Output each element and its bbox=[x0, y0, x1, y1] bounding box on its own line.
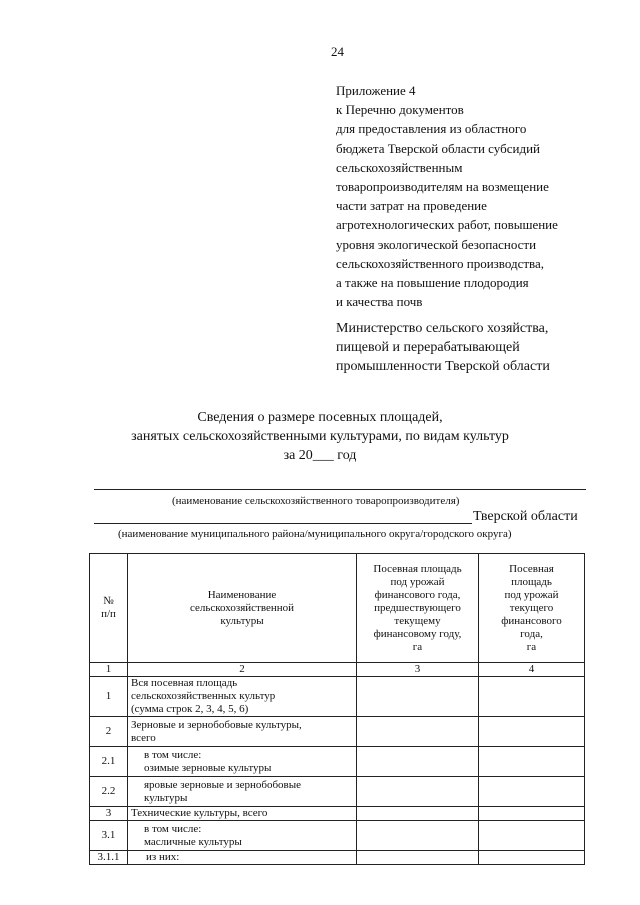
appendix-line: товаропроизводителям на возмещение bbox=[336, 179, 549, 195]
title-line: Сведения о размере посевных площадей, bbox=[197, 410, 443, 425]
previous-year-area-cell[interactable] bbox=[357, 821, 479, 851]
appendix-line: агротехнологических работ, повышение bbox=[336, 217, 558, 233]
appendix-line: части затрат на проведение bbox=[336, 198, 487, 214]
table-header-row bbox=[90, 554, 585, 663]
crop-name: в том числе: озимые зерновые культуры bbox=[128, 747, 357, 777]
crop-name: Технические культуры, всего bbox=[128, 807, 357, 821]
appendix-line: и качества почв bbox=[336, 294, 423, 310]
district-caption: (наименование муниципального района/муниципального округа/городского округа) bbox=[118, 528, 512, 540]
row-number: 2.2 bbox=[90, 777, 128, 807]
page-number: 24 bbox=[331, 44, 344, 59]
appendix-line: к Перечню документов bbox=[336, 102, 464, 118]
ministry-addressee bbox=[336, 319, 550, 376]
row-number: 2 bbox=[90, 717, 128, 747]
current-year-area-cell[interactable] bbox=[479, 807, 585, 821]
previous-year-area-cell[interactable] bbox=[357, 777, 479, 807]
current-year-area-cell[interactable] bbox=[479, 717, 585, 747]
title-line: за 20___ год bbox=[283, 448, 357, 463]
previous-year-area-cell[interactable] bbox=[357, 717, 479, 747]
district-name-line bbox=[94, 523, 472, 524]
column-number: 3 bbox=[357, 663, 479, 677]
header-current-year-area: Посевная площадь под урожай текущего финансового года, га bbox=[479, 554, 585, 663]
column-number: 1 bbox=[90, 663, 128, 677]
previous-year-area-cell[interactable] bbox=[357, 677, 479, 717]
crop-name: Зерновые и зернобобовые культуры, всего bbox=[128, 717, 357, 747]
table-row bbox=[90, 777, 585, 807]
header-previous-year-area: Посевная площадь под урожай финансового года, предшествующего текущему финансовому году, га bbox=[357, 554, 479, 663]
current-year-area-cell[interactable] bbox=[479, 747, 585, 777]
column-number: 4 bbox=[479, 663, 585, 677]
column-number-row bbox=[90, 663, 585, 677]
table-row bbox=[90, 821, 585, 851]
row-number: 3.1.1 bbox=[90, 851, 128, 865]
ministry-line: промышленности Тверской области bbox=[336, 359, 550, 374]
current-year-area-cell[interactable] bbox=[479, 677, 585, 717]
table-row bbox=[90, 717, 585, 747]
crop-name: Вся посевная площадь сельскохозяйственных культур (сумма строк 2, 3, 4, 5, 6) bbox=[128, 677, 357, 717]
header-crop-name: Наименование сельскохозяйственной культуры bbox=[128, 554, 357, 663]
appendix-line: бюджета Тверской области субсидий bbox=[336, 140, 540, 156]
title-line: занятых сельскохозяйственными культурами, по видам культур bbox=[131, 429, 509, 444]
previous-year-area-cell[interactable] bbox=[357, 747, 479, 777]
crop-name: яровые зерновые и зернобобовые культуры bbox=[128, 777, 357, 807]
appendix-block bbox=[336, 81, 558, 311]
row-number: 1 bbox=[90, 677, 128, 717]
row-number: 3 bbox=[90, 807, 128, 821]
current-year-area-cell[interactable] bbox=[479, 821, 585, 851]
table-row bbox=[90, 747, 585, 777]
row-number: 2.1 bbox=[90, 747, 128, 777]
crop-name: в том числе: масличные культуры bbox=[128, 821, 357, 851]
current-year-area-cell[interactable] bbox=[479, 851, 585, 865]
ministry-line: пищевой и перерабатывающей bbox=[336, 340, 520, 355]
crop-area-table bbox=[89, 553, 585, 865]
appendix-line: для предоставления из областного bbox=[336, 121, 527, 137]
row-number: 3.1 bbox=[90, 821, 128, 851]
table-row bbox=[90, 807, 585, 821]
previous-year-area-cell[interactable] bbox=[357, 807, 479, 821]
appendix-line: уровня экологической безопасности bbox=[336, 236, 537, 252]
appendix-line: сельскохозяйственным bbox=[336, 159, 463, 175]
producer-name-line bbox=[94, 489, 586, 490]
crop-name: из них: bbox=[128, 851, 357, 865]
previous-year-area-cell[interactable] bbox=[357, 851, 479, 865]
current-year-area-cell[interactable] bbox=[479, 777, 585, 807]
appendix-line: а также на повышение плодородия bbox=[336, 275, 529, 291]
table-row bbox=[90, 851, 585, 865]
header-number: № п/п bbox=[90, 554, 128, 663]
appendix-line: сельскохозяйственного производства, bbox=[336, 255, 545, 271]
producer-caption: (наименование сельскохозяйственного товаропроизводителя) bbox=[172, 495, 460, 507]
region-suffix: Тверской области bbox=[473, 509, 578, 524]
table-row bbox=[90, 677, 585, 717]
ministry-line: Министерство сельского хозяйства, bbox=[336, 321, 549, 336]
appendix-line: Приложение 4 bbox=[336, 83, 416, 98]
column-number: 2 bbox=[128, 663, 357, 677]
document-title bbox=[100, 408, 540, 465]
